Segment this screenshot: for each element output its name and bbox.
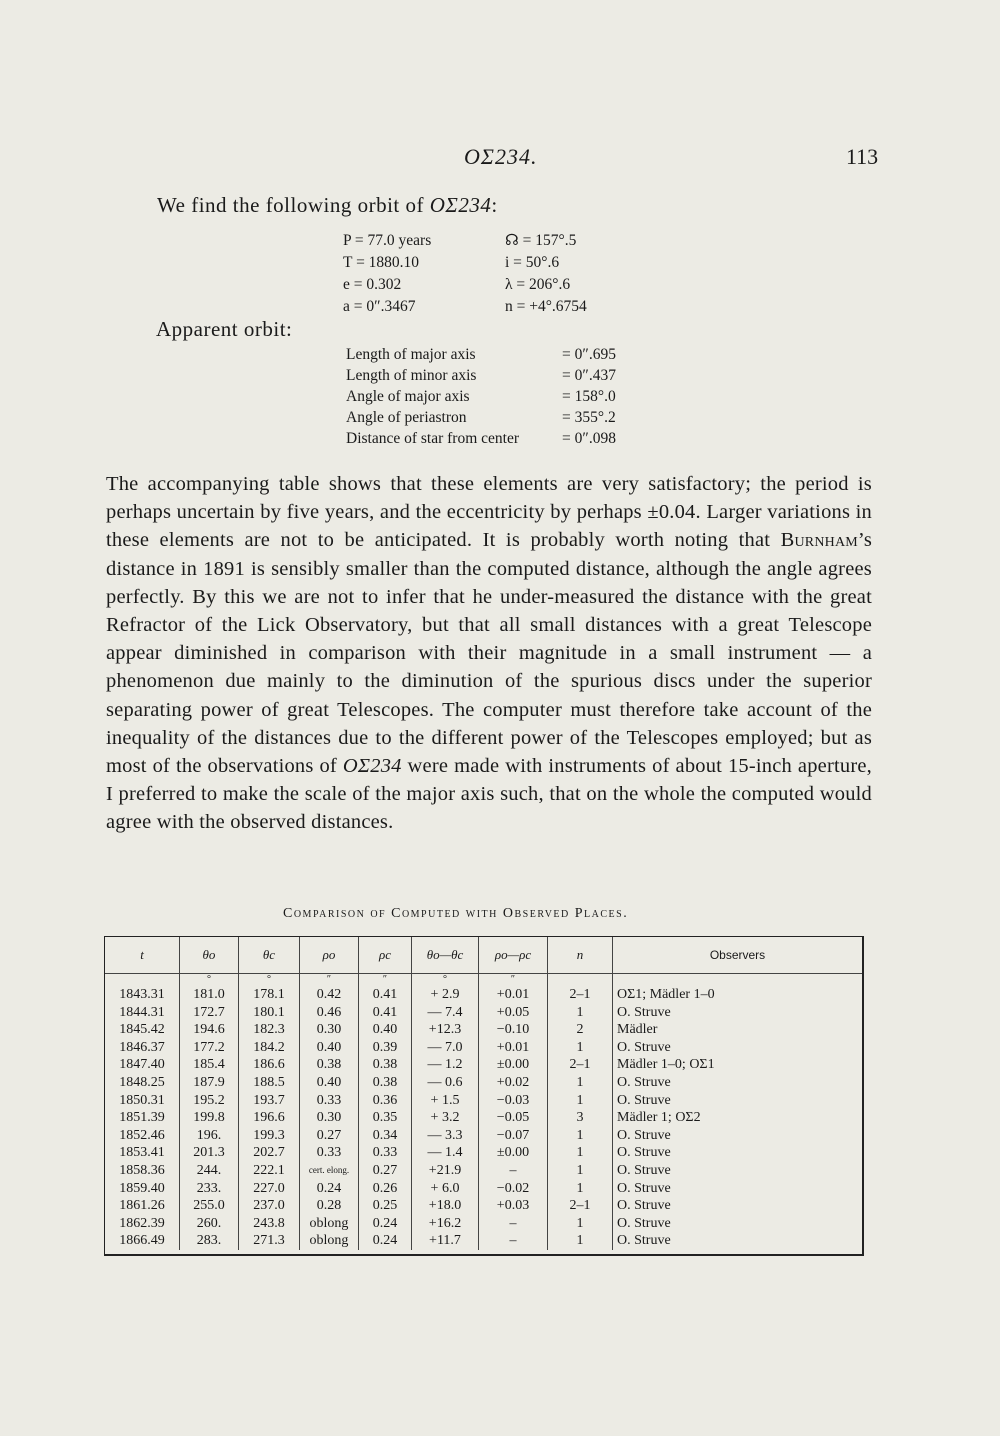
- table-cell: Mädler: [617, 1022, 658, 1038]
- table-cell: 244.: [180, 1162, 239, 1180]
- paragraph-part-2: ’s distance in 1891 is sensibly smaller than the computed distance, although the angle agrees perfectly. By this we are not to infer that he under-measured the distance with the great Refractor of the Lick Observatory, but that all small distances with a great Telescope appear diminished in comparison with their magnitude in a small instrument — a phenomenon due mainly to the diminution of the spurious discs under the superior separating power of great Telescopes. The computer must therefore take account of the inequality of the distances due to the different power of the Telescopes employed; but as most of the observations of: [106, 529, 872, 778]
- table-cell: cert. elong.: [300, 1162, 359, 1180]
- table-cell: 1846.37: [105, 1039, 180, 1057]
- page-number: 113: [846, 144, 879, 169]
- unit-cell: ″: [300, 974, 359, 987]
- table-cell: 0.36: [359, 1092, 412, 1110]
- element-left: e = 0.302: [343, 276, 402, 293]
- apparent-row-label: Length of major axis: [346, 346, 476, 363]
- table-cell: +0.01: [479, 1039, 548, 1057]
- header-rho-o: ρo: [300, 937, 359, 974]
- table-cell: 0.24: [359, 1215, 412, 1233]
- element-row: [343, 252, 645, 274]
- table-cell: 0.24: [359, 1232, 412, 1250]
- table-cell: O. Struve: [617, 1039, 671, 1055]
- table-cell: +16.2: [412, 1215, 479, 1233]
- table-cell: 2: [548, 1021, 613, 1039]
- table-row: [105, 1074, 862, 1092]
- apparent-row-value: = 355°.2: [562, 409, 616, 426]
- table-cell: O. Struve: [617, 1074, 671, 1090]
- table-cell: 1862.39: [105, 1215, 180, 1233]
- header-observers: Observers: [613, 937, 863, 974]
- header-theta-diff: θo—θc: [412, 937, 479, 974]
- table-cell: 181.0: [180, 986, 239, 1004]
- apparent-row-value: = 0″.437: [562, 367, 616, 384]
- header-rho-c: ρc: [359, 937, 412, 974]
- table-row: [105, 1180, 862, 1198]
- table-cell: 202.7: [239, 1144, 300, 1162]
- comparison-table: [104, 936, 864, 1256]
- table-cell: 1851.39: [105, 1109, 180, 1127]
- table-cell: OΣ1; Mädler 1–0: [617, 987, 715, 1002]
- table-cell: 177.2: [180, 1039, 239, 1057]
- table-cell: 193.7: [239, 1092, 300, 1110]
- table-cell: — 1.4: [412, 1144, 479, 1162]
- apparent-orbit-label: Apparent orbit:: [156, 317, 293, 341]
- table-cell: 0.28: [300, 1197, 359, 1215]
- unit-cell: °: [412, 974, 479, 987]
- table-cell: 0.27: [300, 1127, 359, 1145]
- paragraph-part-1: The accompanying table shows that these elements are very satisfactory; the period is perhaps uncertain by five years, and the eccentricity by perhaps ±0.04. Larger variations in these elements are not to be anticipated. It is probably worth noting that: [106, 473, 872, 552]
- table-cell: — 3.3: [412, 1127, 479, 1145]
- table-cell: +18.0: [412, 1197, 479, 1215]
- table-cell: 199.3: [239, 1127, 300, 1145]
- table-cell: 1858.36: [105, 1162, 180, 1180]
- apparent-row-label: Length of minor axis: [346, 367, 477, 384]
- table-cell: 0.30: [300, 1021, 359, 1039]
- table-cell: 1866.49: [105, 1232, 180, 1250]
- table-cell: 0.26: [359, 1180, 412, 1198]
- apparent-row: [346, 365, 672, 386]
- table-cell: Mädler 1–0; OΣ1: [617, 1057, 715, 1073]
- table-cell: 0.38: [300, 1056, 359, 1074]
- table-cell: — 0.6: [412, 1074, 479, 1092]
- table-row: [105, 986, 862, 1004]
- element-row: [343, 274, 645, 296]
- table-row: [105, 1039, 862, 1057]
- table-cell: 1: [548, 1004, 613, 1022]
- unit-cell: ″: [479, 974, 548, 987]
- orbital-elements: [343, 230, 645, 318]
- element-row: [343, 296, 645, 318]
- table-cell: + 1.5: [412, 1092, 479, 1110]
- element-right: n = +4°.6754: [505, 298, 587, 315]
- table-cell: — 7.0: [412, 1039, 479, 1057]
- table-row: [105, 1197, 862, 1215]
- table-cell: 271.3: [239, 1232, 300, 1250]
- table-cell: 1: [548, 1144, 613, 1162]
- running-header-title: OΣ234.: [464, 144, 538, 169]
- table-cell: 0.46: [300, 1004, 359, 1022]
- table-cell: +0.05: [479, 1004, 548, 1022]
- element-left: P = 77.0 years: [343, 232, 432, 249]
- table-row: [105, 1127, 862, 1145]
- table-cell: 1859.40: [105, 1180, 180, 1198]
- table-cell: +0.01: [479, 986, 548, 1004]
- header-t: t: [105, 937, 180, 974]
- table-cell: 243.8: [239, 1215, 300, 1233]
- table-cell: 1853.41: [105, 1144, 180, 1162]
- table-cell: 0.41: [359, 986, 412, 1004]
- table-cell: 2–1: [548, 1197, 613, 1215]
- table-cell: −0.07: [479, 1127, 548, 1145]
- table-cell: −0.03: [479, 1092, 548, 1110]
- apparent-row-value: = 0″.098: [562, 430, 616, 447]
- table-cell: O. Struve: [617, 1215, 671, 1231]
- table-cell: O. Struve: [617, 1127, 671, 1143]
- table-cell: 2–1: [548, 986, 613, 1004]
- table-cell: 1: [548, 1039, 613, 1057]
- table-cell: 1847.40: [105, 1056, 180, 1074]
- table-cell: 185.4: [180, 1056, 239, 1074]
- apparent-row: [346, 428, 672, 449]
- table-cell: +12.3: [412, 1021, 479, 1039]
- unit-cell: ″: [359, 974, 412, 987]
- table-cell: 233.: [180, 1180, 239, 1198]
- apparent-row-label: Angle of periastron: [346, 409, 467, 426]
- table-cell: 0.33: [300, 1144, 359, 1162]
- intro-text: We find the following orbit of: [157, 193, 430, 217]
- header-rho-diff: ρo—ρc: [479, 937, 548, 974]
- table-cell: 3: [548, 1109, 613, 1127]
- table-cell: + 6.0: [412, 1180, 479, 1198]
- table-cell: 196.: [180, 1127, 239, 1145]
- element-right: ☊ = 157°.5: [505, 232, 577, 249]
- table-cell: 227.0: [239, 1180, 300, 1198]
- table-cell: — 1.2: [412, 1056, 479, 1074]
- table-row: [105, 1092, 862, 1110]
- table-cell: 237.0: [239, 1197, 300, 1215]
- table-cell: oblong: [300, 1215, 359, 1233]
- table-cell: + 2.9: [412, 986, 479, 1004]
- table-cell: 0.40: [300, 1039, 359, 1057]
- unit-cell: °: [239, 974, 300, 987]
- intro-colon: :: [491, 193, 498, 217]
- table-cell: 1: [548, 1180, 613, 1198]
- table-cell: 196.6: [239, 1109, 300, 1127]
- table-cell: +21.9: [412, 1162, 479, 1180]
- table-cell: 1861.26: [105, 1197, 180, 1215]
- table-cell: 1844.31: [105, 1004, 180, 1022]
- table-cell: 1: [548, 1215, 613, 1233]
- table-cell: 1: [548, 1232, 613, 1250]
- table-cell: + 3.2: [412, 1109, 479, 1127]
- table-cell: 180.1: [239, 1004, 300, 1022]
- table-row: [105, 1162, 862, 1180]
- units-row: [105, 974, 862, 987]
- table-row: [105, 1232, 862, 1250]
- table-cell: +0.03: [479, 1197, 548, 1215]
- table-cell: 0.25: [359, 1197, 412, 1215]
- header-n: n: [548, 937, 613, 974]
- table-cell: ±0.00: [479, 1144, 548, 1162]
- table-cell: 184.2: [239, 1039, 300, 1057]
- table-cell: 0.35: [359, 1109, 412, 1127]
- table-row: [105, 1021, 862, 1039]
- table-cell: O. Struve: [617, 1004, 671, 1020]
- unit-cell: [548, 974, 613, 987]
- table-cell: +11.7: [412, 1232, 479, 1250]
- table-body: [105, 974, 862, 1250]
- apparent-row-value: = 0″.695: [562, 346, 616, 363]
- table-cell: 178.1: [239, 986, 300, 1004]
- table-cell: Mädler 1; OΣ2: [617, 1110, 701, 1126]
- table-cell: −0.10: [479, 1021, 548, 1039]
- table-row: [105, 1215, 862, 1233]
- table-cell: O. Struve: [617, 1145, 671, 1161]
- table-cell: 0.24: [300, 1180, 359, 1198]
- header-theta-c: θc: [239, 937, 300, 974]
- table-cell: 0.33: [300, 1092, 359, 1110]
- table-cell: –: [479, 1215, 548, 1233]
- table-cell: 1: [548, 1162, 613, 1180]
- apparent-orbit-list: [346, 344, 672, 449]
- table-row: [105, 1004, 862, 1022]
- table-cell: — 7.4: [412, 1004, 479, 1022]
- table-cell: 188.5: [239, 1074, 300, 1092]
- table-cell: 2–1: [548, 1056, 613, 1074]
- table-cell: 172.7: [180, 1004, 239, 1022]
- table-cell: O. Struve: [617, 1198, 671, 1214]
- table-cell: 1850.31: [105, 1092, 180, 1110]
- table-cell: 194.6: [180, 1021, 239, 1039]
- table-cell: 0.33: [359, 1144, 412, 1162]
- table-cell: 0.42: [300, 986, 359, 1004]
- apparent-row-value: = 158°.0: [562, 388, 616, 405]
- table-cell: O. Struve: [617, 1162, 671, 1178]
- table-cell: 1848.25: [105, 1074, 180, 1092]
- table-cell: 186.6: [239, 1056, 300, 1074]
- element-left: a = 0″.3467: [343, 298, 416, 315]
- table-cell: 0.27: [359, 1162, 412, 1180]
- table-cell: 0.38: [359, 1074, 412, 1092]
- table-header-row: [105, 937, 862, 974]
- table-cell: –: [479, 1232, 548, 1250]
- table-cell: 1845.42: [105, 1021, 180, 1039]
- table-cell: 1843.31: [105, 986, 180, 1004]
- table-cell: –: [479, 1162, 548, 1180]
- table-cell: 1: [548, 1092, 613, 1110]
- table-cell: O. Struve: [617, 1180, 671, 1196]
- table-cell: 199.8: [180, 1109, 239, 1127]
- table-cell: 187.9: [180, 1074, 239, 1092]
- table-cell: −0.02: [479, 1180, 548, 1198]
- table-cell: 283.: [180, 1232, 239, 1250]
- table-cell: 182.3: [239, 1021, 300, 1039]
- table-cell: 195.2: [180, 1092, 239, 1110]
- apparent-row: [346, 344, 672, 365]
- table-cell: 0.40: [359, 1021, 412, 1039]
- table-cell: 0.34: [359, 1127, 412, 1145]
- table-cell: 201.3: [180, 1144, 239, 1162]
- paragraph-star-name: OΣ234: [342, 755, 402, 778]
- table-row: [105, 1144, 862, 1162]
- table-cell: 0.40: [300, 1074, 359, 1092]
- table-cell: 0.41: [359, 1004, 412, 1022]
- unit-cell: °: [180, 974, 239, 987]
- table-cell: oblong: [300, 1232, 359, 1250]
- table-cell: O. Struve: [617, 1092, 671, 1108]
- unit-cell: [613, 974, 863, 987]
- element-right: λ = 206°.6: [505, 276, 571, 293]
- table-cell: 0.30: [300, 1109, 359, 1127]
- table-title: Comparison of Computed with Observed Places.: [283, 906, 629, 921]
- table-cell: 1852.46: [105, 1127, 180, 1145]
- paragraph-part-3: were made with instruments of about 15-inch aperture, I preferred to make the scale of the major axis such, that on the whole the computed would agree with the observed distances.: [106, 755, 872, 834]
- element-row: [343, 230, 645, 252]
- apparent-row: [346, 386, 672, 407]
- burnham-name: Burnham: [780, 529, 858, 552]
- table-cell: 1: [548, 1074, 613, 1092]
- apparent-row-label: Distance of star from center: [346, 430, 520, 447]
- intro-star-name: OΣ234: [429, 193, 492, 217]
- table-cell: 255.0: [180, 1197, 239, 1215]
- table-cell: 222.1: [239, 1162, 300, 1180]
- header-theta-o: θo: [180, 937, 239, 974]
- table-cell: 1: [548, 1127, 613, 1145]
- apparent-row-label: Angle of major axis: [346, 388, 470, 405]
- table-cell: 260.: [180, 1215, 239, 1233]
- unit-cell: [105, 974, 180, 987]
- element-right: i = 50°.6: [505, 254, 560, 271]
- table-cell: O. Struve: [617, 1233, 671, 1249]
- intro-sentence: [157, 193, 498, 218]
- body-paragraph: [106, 470, 872, 837]
- table-cell: 0.38: [359, 1056, 412, 1074]
- table-row: [105, 1109, 862, 1127]
- table-row: [105, 1056, 862, 1074]
- table-cell: +0.02: [479, 1074, 548, 1092]
- apparent-row: [346, 407, 672, 428]
- table-cell: ±0.00: [479, 1056, 548, 1074]
- element-left: T = 1880.10: [343, 254, 420, 271]
- table-cell: −0.05: [479, 1109, 548, 1127]
- table-cell: 0.39: [359, 1039, 412, 1057]
